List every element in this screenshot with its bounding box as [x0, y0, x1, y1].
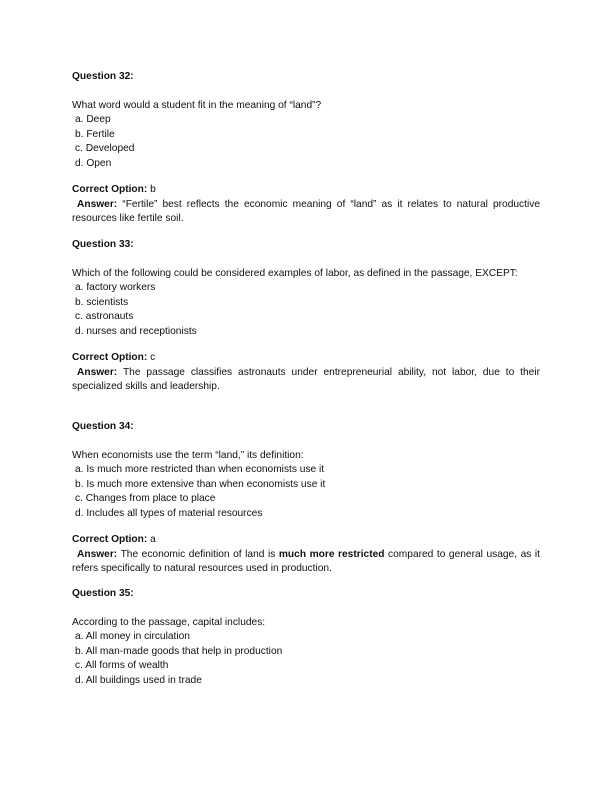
option-a: a. Deep	[75, 114, 111, 125]
option-d: d. Includes all types of material resources	[75, 507, 263, 519]
answer-text-post: compared to general usage, as it refers specifically to natural resources used in production.	[72, 548, 540, 574]
options-list	[72, 113, 540, 171]
option-b: b. All man-made goods that help in production	[75, 645, 283, 657]
correct-option-label: Correct Option:	[72, 534, 148, 545]
question-32	[72, 70, 540, 227]
question-35	[72, 587, 540, 688]
correct-option	[72, 183, 540, 198]
options-list	[72, 463, 540, 521]
question-stem: Which of the following could be considered examples of labor, as defined in the passage, EXCEPT:	[72, 267, 518, 279]
option-d: d. nurses and receptionists	[75, 325, 197, 337]
answer-label: Answer:	[77, 366, 118, 378]
answer-text-pre: The economic definition of land is	[120, 548, 276, 560]
question-34	[72, 420, 540, 577]
correct-option	[72, 351, 540, 366]
question-title: Question 32:	[72, 71, 134, 82]
options-list	[72, 281, 540, 339]
answer-text-emphasis: much more restricted	[278, 548, 385, 560]
correct-option	[72, 533, 540, 548]
answer-explanation	[72, 366, 540, 395]
question-33	[72, 238, 540, 395]
option-a: a. factory workers	[75, 282, 156, 293]
option-a: a. All money in circulation	[75, 631, 190, 642]
answer-explanation	[72, 548, 540, 577]
correct-option-label: Correct Option:	[72, 352, 148, 363]
option-b: b. Is much more extensive than when economists use it	[75, 478, 326, 490]
correct-option-value: b	[150, 184, 156, 195]
answer-label: Answer:	[77, 198, 118, 210]
option-c: c. Developed	[75, 143, 135, 154]
question-title: Question 35:	[72, 588, 134, 599]
correct-option-value: a	[150, 534, 156, 545]
question-stem: What word would a student fit in the meaning of “land”?	[72, 99, 322, 111]
correct-option-value: c	[150, 352, 156, 363]
question-stem: According to the passage, capital includes:	[72, 616, 266, 628]
answer-label: Answer:	[77, 548, 118, 560]
correct-option-label: Correct Option:	[72, 184, 148, 195]
question-title: Question 34:	[72, 421, 134, 432]
option-c: c. All forms of wealth	[75, 660, 169, 671]
option-c: c. astronauts	[75, 311, 134, 322]
option-b: b. Fertile	[75, 128, 115, 140]
question-stem: When economists use the term “land,” its definition:	[72, 449, 304, 461]
option-d: d. All buildings used in trade	[75, 674, 202, 686]
answer-text: The passage classifies astronauts under entrepreneurial ability, not labor, due to their specialized skills and leadership.	[72, 366, 540, 392]
option-a: a. Is much more restricted than when economists use it	[75, 464, 325, 475]
option-b: b. scientists	[75, 296, 129, 308]
options-list	[72, 630, 540, 688]
answer-explanation	[72, 198, 540, 227]
question-title: Question 33:	[72, 239, 134, 250]
option-d: d. Open	[75, 157, 112, 169]
option-c: c. Changes from place to place	[75, 493, 216, 504]
answer-text: “Fertile” best reflects the economic meaning of “land” as it relates to natural productive resources like fertile soil.	[72, 198, 540, 224]
